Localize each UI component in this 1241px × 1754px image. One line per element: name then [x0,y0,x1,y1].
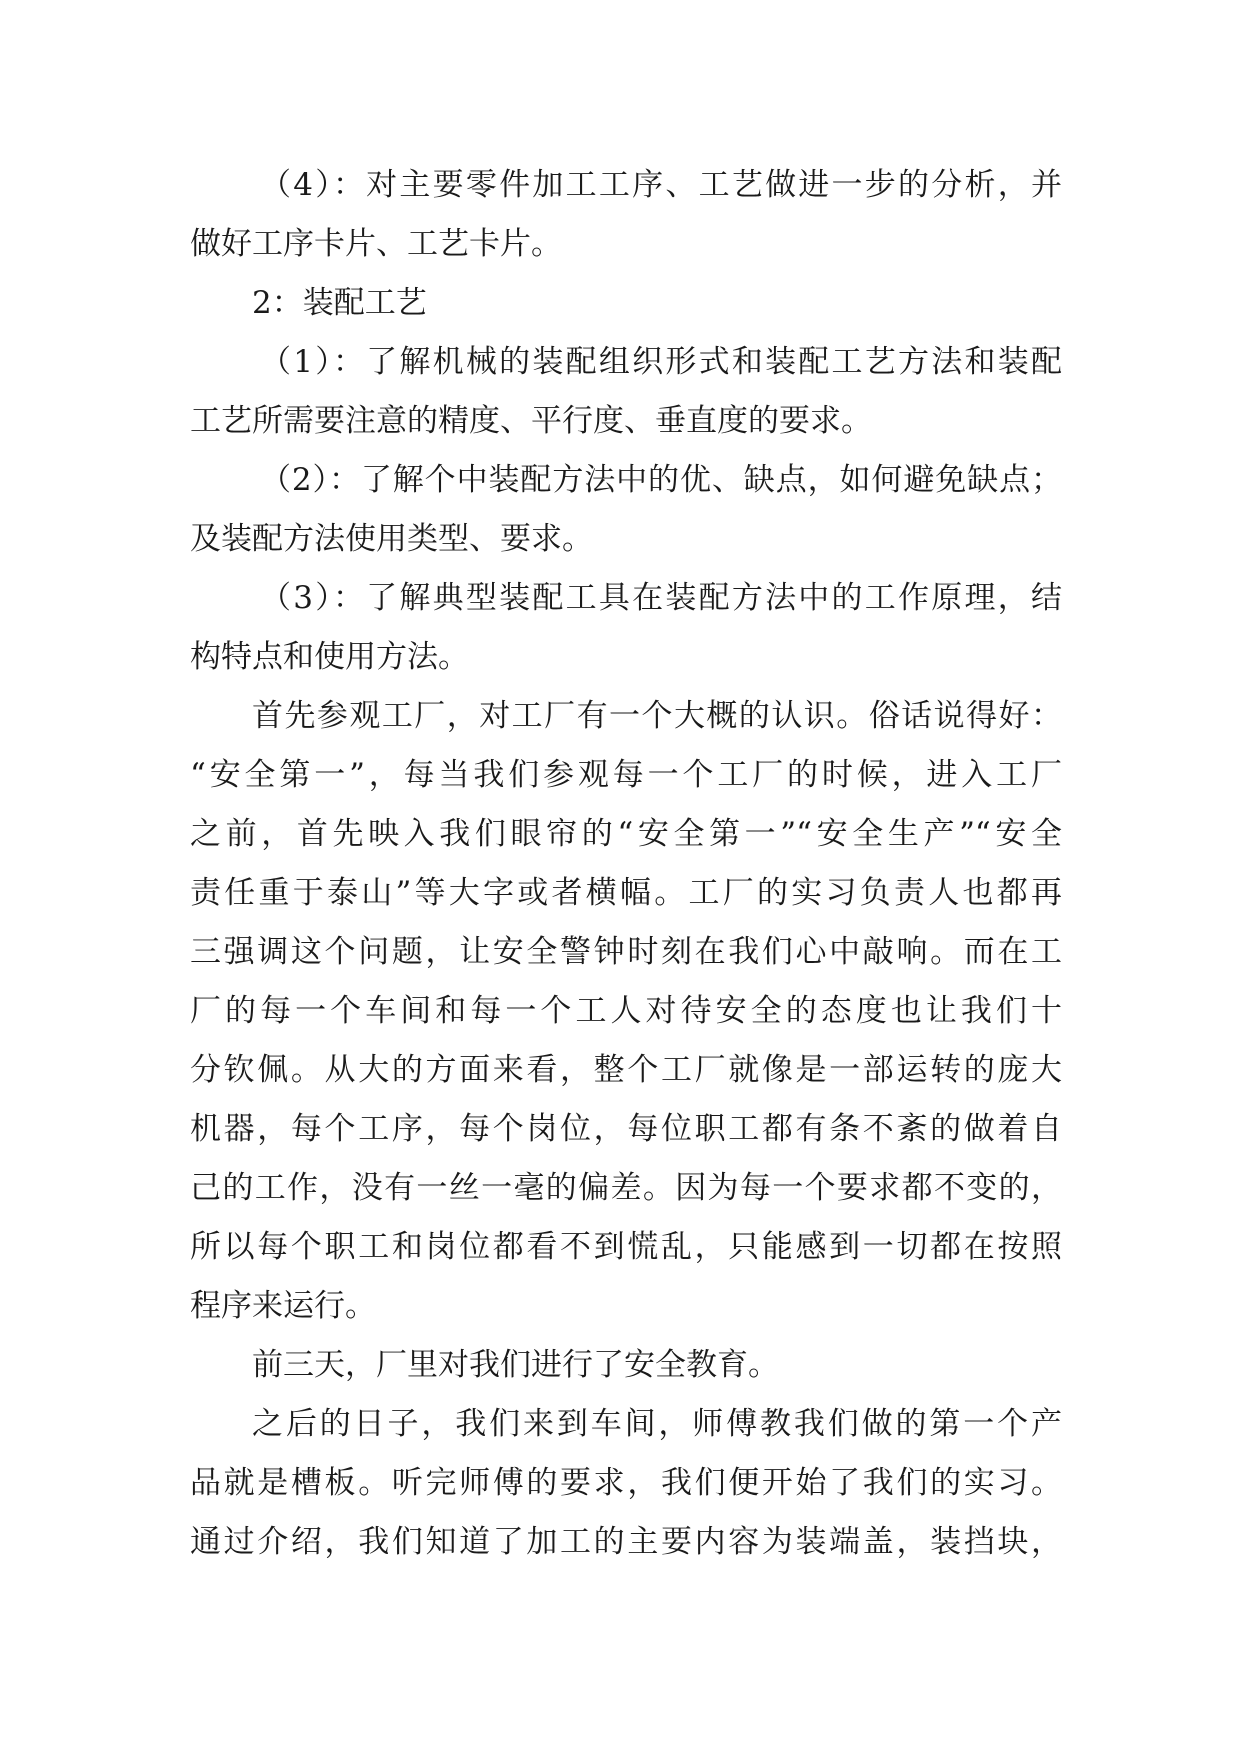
paragraph-line: 所以每个职工和岗位都看不到慌乱，只能感到一切都在按照 [190,1229,1062,1265]
paragraph-line: （1）：了解机械的装配组织形式和装配工艺方法和装配 [260,344,1062,380]
paragraph-line: 机器，每个工序，每个岗位，每位职工都有条不紊的做着自 [190,1111,1062,1147]
paragraph-line: 首先参观工厂，对工厂有一个大概的认识。俗话说得好： [252,698,1062,734]
paragraph-line: 工艺所需要注意的精度、平行度、垂直度的要求。 [190,403,872,439]
paragraph-line: 前三天，厂里对我们进行了安全教育。 [252,1347,779,1383]
paragraph-line: 己的工作，没有一丝一毫的偏差。因为每一个要求都不变的， [190,1170,1062,1206]
paragraph-line: （3）：了解典型装配工具在装配方法中的工作原理，结 [260,580,1062,616]
paragraph-line: 之前，首先映入我们眼帘的“安全第一”“安全生产”“安全 [190,816,1062,852]
paragraph-line: 分钦佩。从大的方面来看，整个工厂就像是一部运转的庞大 [190,1052,1062,1088]
paragraph-line: 程序来运行。 [190,1288,376,1324]
paragraph-line: 做好工序卡片、工艺卡片。 [190,226,562,262]
paragraph-line: 责任重于泰山”等大字或者横幅。工厂的实习负责人也都再 [190,875,1062,911]
paragraph-line: 厂的每一个车间和每一个工人对待安全的态度也让我们十 [190,993,1062,1029]
paragraph-line: （4）：对主要零件加工工序、工艺做进一步的分析，并 [260,167,1062,203]
paragraph-line: “安全第一”，每当我们参观每一个工厂的时候，进入工厂 [190,757,1062,793]
section-heading: 2：装配工艺 [252,285,427,321]
paragraph-line: 构特点和使用方法。 [190,639,469,675]
paragraph-line: 品就是槽板。听完师傅的要求，我们便开始了我们的实习。 [190,1465,1062,1501]
paragraph-line: （2）：了解个中装配方法中的优、缺点，如何避免缺点； [260,462,1062,498]
paragraph-line: 三强调这个问题，让安全警钟时刻在我们心中敲响。而在工 [190,934,1062,970]
document-body [190,156,1062,1572]
paragraph-line: 通过介绍，我们知道了加工的主要内容为装端盖，装挡块， [190,1524,1062,1560]
paragraph-line: 及装配方法使用类型、要求。 [190,521,593,557]
paragraph-line: 之后的日子，我们来到车间，师傅教我们做的第一个产 [252,1406,1062,1442]
